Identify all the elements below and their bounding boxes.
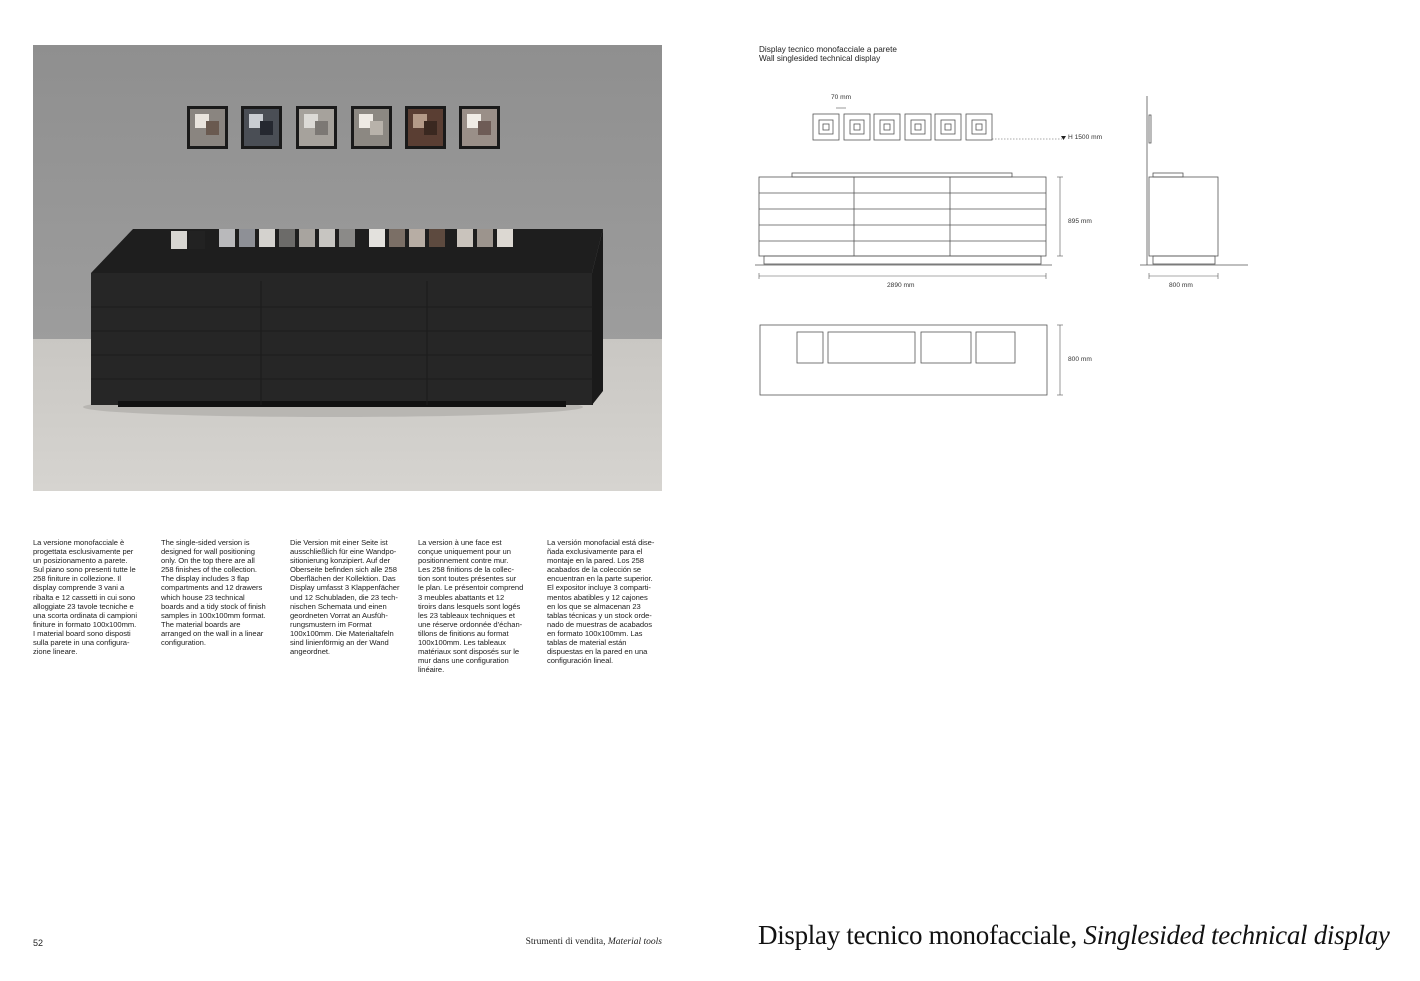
dim-panel-height: H 1500 mm <box>1068 134 1103 141</box>
technical-drawing <box>740 80 1280 410</box>
description-fr: La version à une face est conçue uniquement pour un positionnement contre mur. Les 258 finitions de la collec- tion sont toutes présentes sur le plan. Le présentoir comprend 3 meubles abattants et 12 tiroirs dans lesquels sont logés les 23 tableaux techniques et une réserve ordonnée d’échan- tillons de finitions au format 100x100mm. Les tableaux matériaux sont disposés sur le mur dans une configuration linéaire. <box>418 538 524 675</box>
running-head-italic: Material tools <box>607 937 662 947</box>
description-it: La versione monofacciale è progettata esclusivamente per un posizionamento a parete. Sul piano sono presenti tutte le 258 finiture in collezione. Il display comprende 3 vani a ribalta e 12 cassetti in cui sono alloggiate 23 tavole tecniche e una scorta ordinata di campioni finiture in formato 100x100mm. I material board sono disposti sulla parete in una configura- zione lineare. <box>33 538 137 657</box>
display-render-image <box>33 45 662 491</box>
description-en: The single-sided version is designed for wall positioning only. On the top there are all 258 finishes of the collection. The display includes 3 flap compartments and 12 drawers which house 23 technical boards and a tidy stock of finish samples in 100x100mm format. The material boards are arranged on the wall in a linear configuration. <box>161 538 266 648</box>
dim-panel-width: 70 mm <box>831 94 852 101</box>
top-plan <box>760 325 1063 395</box>
drawing-caption <box>759 45 897 64</box>
cabinet <box>91 229 603 407</box>
description-es: La versión monofacial está dise- ñada exclusivamente para el montaje en la pared. Los 258 acabados de la colección se encuentran en la parte superior. El expositor incluye 3 comparti- mentos abatibles y 12 cajones en los que se almacenan 23 tablas técnicas y un stock orde- nado de muestras de acabados en formato 100x100mm. Las tablas de material están dispuestas en la pared en una configuración lineal. <box>547 538 655 666</box>
dim-height: 895 mm <box>1068 218 1092 225</box>
page-number: 52 <box>33 938 44 948</box>
description-de: Die Version mit einer Seite ist ausschließlich für eine Wandpo- sitionierung konzipiert. Auf der Oberseite befinden sich alle 258 Oberflächen der Kollektion. Das Display umfasst 3 Klappenfächer und 12 Schubladen, die 23 tech- nischen Schemata und einen geordneten Vorrat an Ausfüh- rungsmustern im Format 100x100mm. Die Materialtafeln sind linienförmig an der Wand angeordnet. <box>290 538 400 657</box>
height-marker-icon <box>1061 136 1066 140</box>
running-head-roman: Strumenti di vendita, <box>525 937 608 947</box>
dim-width: 2890 mm <box>887 282 915 289</box>
running-head <box>526 937 662 947</box>
wall-panels-elevation <box>813 114 992 140</box>
page-title-italic: Singlesided technical display <box>1083 920 1390 950</box>
finish-samples <box>171 229 513 249</box>
page-title <box>758 920 1390 951</box>
page-title-roman: Display tecnico monofacciale, <box>758 920 1084 950</box>
dim-top-depth: 800 mm <box>1068 356 1092 363</box>
product-photo <box>33 45 662 491</box>
front-elevation <box>755 173 1063 279</box>
drawing-caption-en: Wall singlesided technical display <box>759 54 881 64</box>
side-elevation <box>1140 96 1248 279</box>
dim-side-depth: 800 mm <box>1169 282 1193 289</box>
drawing-caption-it: Display tecnico monofacciale a parete <box>759 45 897 54</box>
